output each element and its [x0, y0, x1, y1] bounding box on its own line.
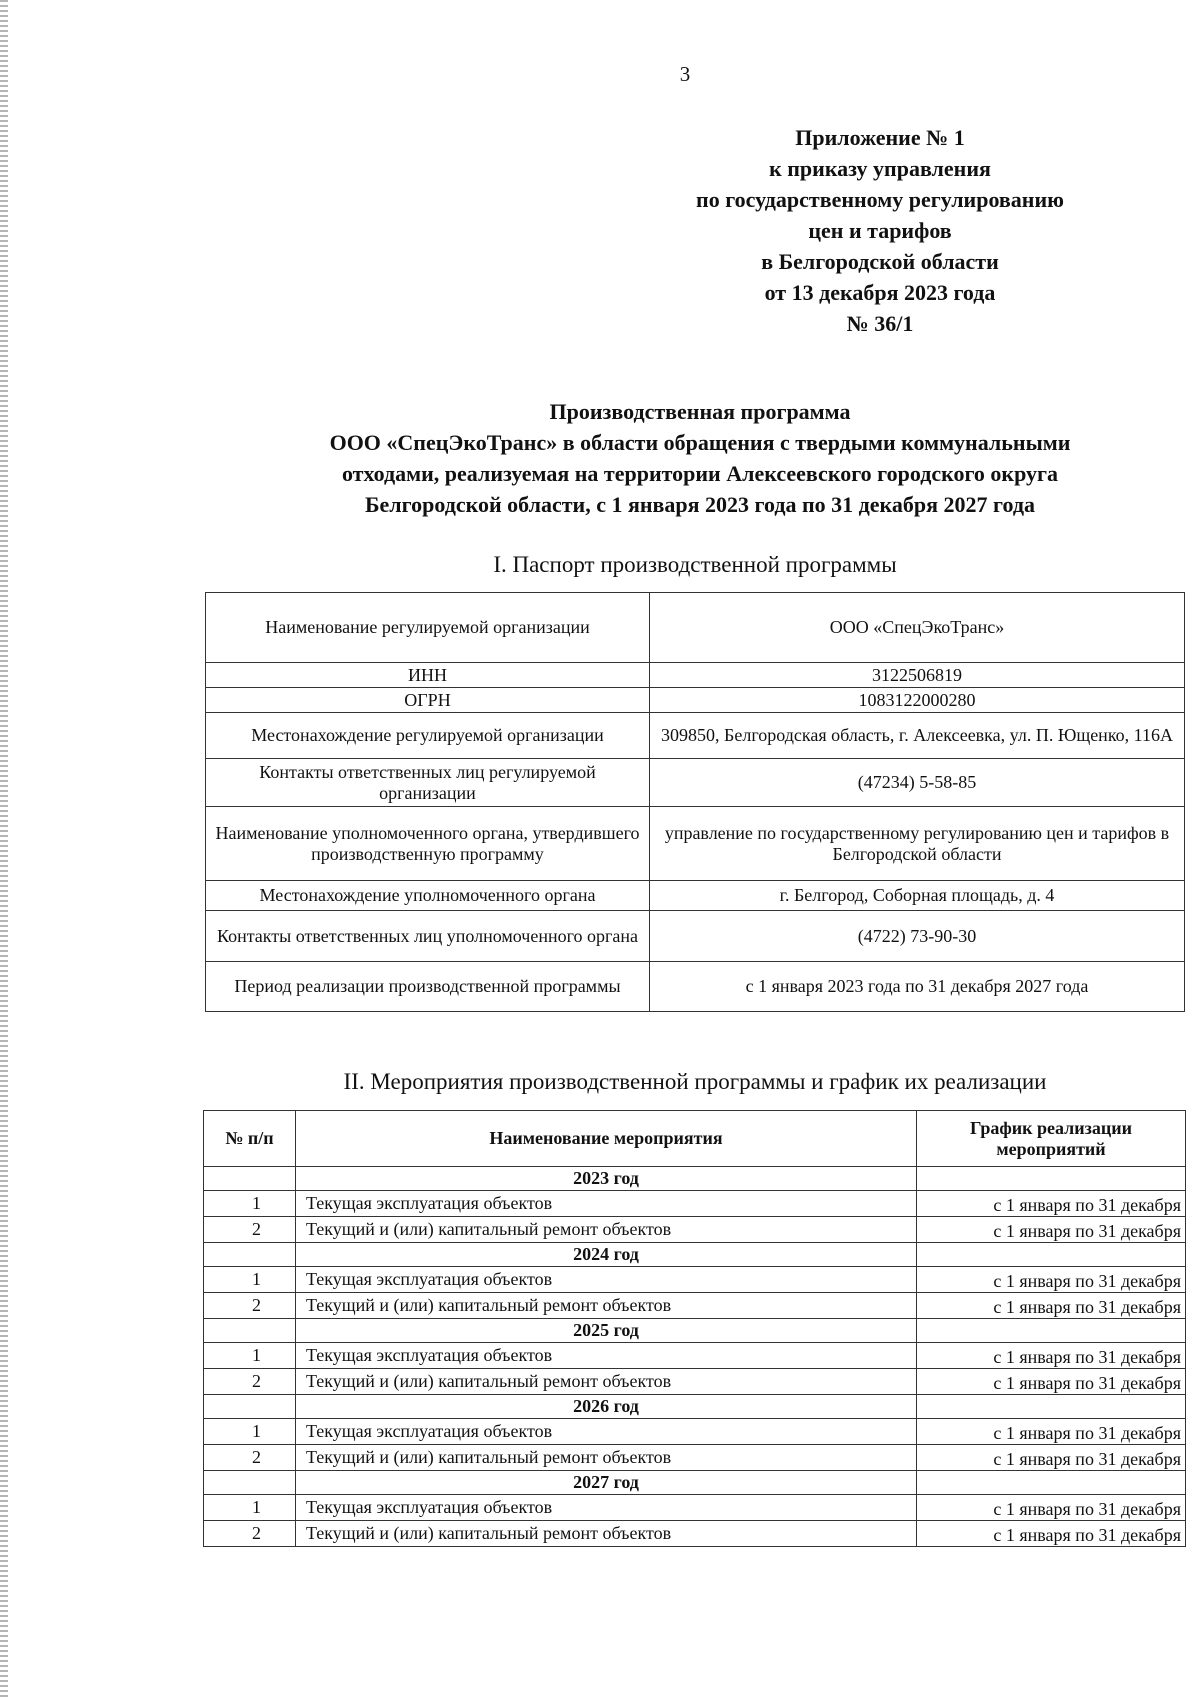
table-row — [204, 1369, 1186, 1395]
item-name: Текущая эксплуатация объектов — [296, 1343, 917, 1369]
passport-value: (4722) 73-90-30 — [650, 911, 1185, 962]
item-name: Текущий и (или) капитальный ремонт объектов — [296, 1445, 917, 1471]
section-2-title: II. Мероприятия производственной программы и график их реализации — [343, 1069, 1047, 1094]
passport-row — [206, 881, 1185, 911]
item-name: Текущий и (или) капитальный ремонт объектов — [296, 1217, 917, 1243]
item-schedule: с 1 января по 31 декабря — [917, 1343, 1186, 1369]
item-no: 2 — [204, 1369, 296, 1395]
passport-label: Местонахождение регулируемой организации — [206, 713, 650, 759]
appendix-header — [680, 122, 1080, 339]
appendix-line: в Белгородской области — [761, 249, 999, 274]
year-label: 2024 год — [296, 1243, 917, 1267]
passport-row — [206, 713, 1185, 759]
year-row — [204, 1167, 1186, 1191]
item-no: 1 — [204, 1419, 296, 1445]
appendix-line: от 13 декабря 2023 года — [764, 280, 996, 305]
passport-table — [205, 592, 1185, 1012]
year-label: 2027 год — [296, 1471, 917, 1495]
passport-row — [206, 807, 1185, 881]
passport-row — [206, 962, 1185, 1012]
item-schedule: с 1 января по 31 декабря — [917, 1445, 1186, 1471]
item-no: 1 — [204, 1343, 296, 1369]
table-row — [204, 1293, 1186, 1319]
passport-label: Наименование уполномоченного органа, утвердившего производственную программу — [206, 807, 650, 881]
appendix-line: цен и тарифов — [808, 218, 952, 243]
passport-value: (47234) 5-58-85 — [650, 759, 1185, 807]
header-no: № п/п — [204, 1111, 296, 1167]
activities-header-row — [204, 1111, 1186, 1167]
passport-value: управление по государственному регулированию цен и тарифов в Белгородской области — [650, 807, 1185, 881]
document-title — [200, 396, 1200, 520]
passport-value: с 1 января 2023 года по 31 декабря 2027 года — [650, 962, 1185, 1012]
table-row — [204, 1521, 1186, 1547]
item-no: 2 — [204, 1217, 296, 1243]
year-label: 2026 год — [296, 1395, 917, 1419]
passport-row — [206, 593, 1185, 663]
passport-row — [206, 759, 1185, 807]
passport-label: ИНН — [206, 663, 650, 688]
item-name: Текущий и (или) капитальный ремонт объектов — [296, 1521, 917, 1547]
passport-row — [206, 663, 1185, 688]
passport-value: 309850, Белгородская область, г. Алексеевка, ул. П. Ющенко, 116А — [650, 713, 1185, 759]
passport-row — [206, 688, 1185, 713]
item-no: 1 — [204, 1267, 296, 1293]
passport-label: Местонахождение уполномоченного органа — [206, 881, 650, 911]
item-no: 1 — [204, 1191, 296, 1217]
item-no: 2 — [204, 1521, 296, 1547]
passport-label: Контакты ответственных лиц уполномоченного органа — [206, 911, 650, 962]
item-name: Текущий и (или) капитальный ремонт объектов — [296, 1293, 917, 1319]
title-line: Белгородской области, с 1 января 2023 года по 31 декабря 2027 года — [365, 492, 1035, 517]
table-row — [204, 1343, 1186, 1369]
item-schedule: с 1 января по 31 декабря — [917, 1293, 1186, 1319]
passport-label: Контакты ответственных лиц регулируемой организации — [206, 759, 650, 807]
passport-label: ОГРН — [206, 688, 650, 713]
passport-value: 1083122000280 — [650, 688, 1185, 713]
table-row — [204, 1495, 1186, 1521]
year-row — [204, 1395, 1186, 1419]
item-name: Текущая эксплуатация объектов — [296, 1495, 917, 1521]
year-row — [204, 1243, 1186, 1267]
item-schedule: с 1 января по 31 декабря — [917, 1419, 1186, 1445]
item-no: 2 — [204, 1293, 296, 1319]
item-schedule: с 1 января по 31 декабря — [917, 1369, 1186, 1395]
passport-label: Наименование регулируемой организации — [206, 593, 650, 663]
passport-value: 3122506819 — [650, 663, 1185, 688]
item-schedule: с 1 января по 31 декабря — [917, 1191, 1186, 1217]
item-no: 2 — [204, 1445, 296, 1471]
item-no: 1 — [204, 1495, 296, 1521]
year-label: 2025 год — [296, 1319, 917, 1343]
item-schedule: с 1 января по 31 декабря — [917, 1521, 1186, 1547]
table-row — [204, 1191, 1186, 1217]
appendix-line: Приложение № 1 — [795, 125, 965, 150]
passport-row — [206, 911, 1185, 962]
item-name: Текущая эксплуатация объектов — [296, 1267, 917, 1293]
table-row — [204, 1445, 1186, 1471]
year-label: 2023 год — [296, 1167, 917, 1191]
passport-value: ООО «СпецЭкоТранс» — [650, 593, 1185, 663]
item-schedule: с 1 января по 31 декабря — [917, 1217, 1186, 1243]
item-name: Текущая эксплуатация объектов — [296, 1191, 917, 1217]
year-row — [204, 1319, 1186, 1343]
title-line: ООО «СпецЭкоТранс» в области обращения с твердыми коммунальными — [329, 430, 1071, 455]
header-name: Наименование мероприятия — [296, 1111, 917, 1167]
item-name: Текущая эксплуатация объектов — [296, 1419, 917, 1445]
section-1-title: I. Паспорт производственной программы — [493, 552, 897, 577]
item-name: Текущий и (или) капитальный ремонт объектов — [296, 1369, 917, 1395]
title-line: Производственная программа — [549, 399, 851, 424]
scan-binding-edge — [0, 0, 8, 1697]
page-number: 3 — [679, 62, 691, 86]
passport-value: г. Белгород, Соборная площадь, д. 4 — [650, 881, 1185, 911]
table-row — [204, 1217, 1186, 1243]
item-schedule: с 1 января по 31 декабря — [917, 1267, 1186, 1293]
header-schedule: График реализации мероприятий — [917, 1111, 1186, 1167]
table-row — [204, 1267, 1186, 1293]
item-schedule: с 1 января по 31 декабря — [917, 1495, 1186, 1521]
table-row — [204, 1419, 1186, 1445]
passport-label: Период реализации производственной программы — [206, 962, 650, 1012]
year-row — [204, 1471, 1186, 1495]
title-line: отходами, реализуемая на территории Алексеевского городского округа — [341, 461, 1059, 486]
appendix-line: к приказу управления — [769, 156, 991, 181]
activities-table — [203, 1110, 1186, 1547]
appendix-line: № 36/1 — [846, 311, 914, 336]
appendix-line: по государственному регулированию — [696, 187, 1064, 212]
